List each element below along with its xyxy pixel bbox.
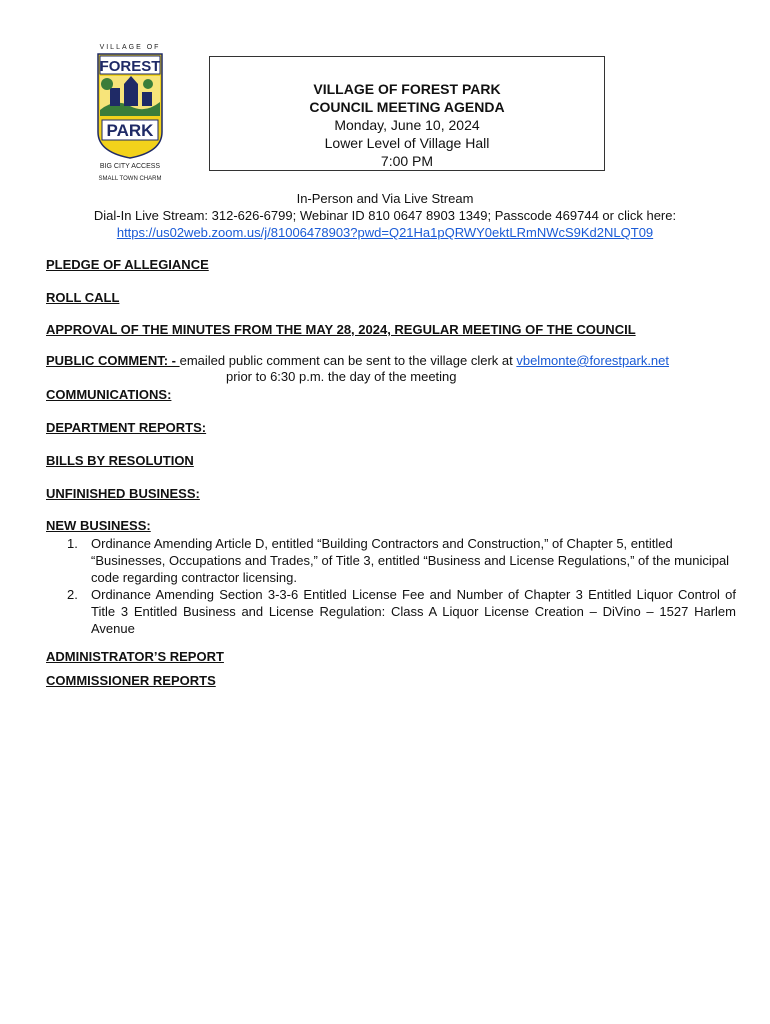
svg-text:BIG CITY ACCESS: BIG CITY ACCESS [99,163,161,170]
communications-heading: COMMUNICATIONS: [46,387,172,402]
approval-heading: APPROVAL OF THE MINUTES FROM THE MAY 28, 2024, REGULAR MEETING OF THE COUNCIL [46,322,636,337]
clerk-email-link[interactable]: vbelmonte@forestpark.net [516,353,670,368]
agenda-title: COUNCIL MEETING AGENDA [309,99,505,115]
public-comment-section [46,353,736,385]
dial-in-info: Dial-In Live Stream: 312-626-6799; Webinar ID 810 0647 8903 1349; Passcode 469744 or click here: [93,208,677,223]
new-business-heading: NEW BUSINESS: [46,518,151,533]
bills-heading: BILLS BY RESOLUTION [46,453,194,468]
village-name: VILLAGE OF FOREST PARK [313,81,501,97]
department-reports-heading: DEPARTMENT REPORTS: [46,420,207,435]
meeting-location: Lower Level of Village Hall [324,135,490,151]
public-comment-heading: PUBLIC COMMENT: - [46,353,180,368]
pledge-heading: PLEDGE OF ALLEGIANCE [46,257,209,272]
svg-text:SMALL TOWN CHARM: SMALL TOWN CHARM [98,176,162,182]
item-text: Ordinance Amending Section 3-3-6 Entitled License Fee and Number of Chapter 3 Entitled Liquor Control of Title 3 Entitled Business and License Regulation: Class A Liquor License Creation – DiVino – 1527 Harlem Avenue [91,587,736,636]
attendance-mode: In-Person and Via Live Stream [296,191,474,206]
list-item [46,586,736,637]
new-business-list [46,535,736,637]
livestream-info [40,190,730,241]
meeting-date: Monday, June 10, 2024 [334,117,480,133]
administrator-report-heading: ADMINISTRATOR’S REPORT [46,649,224,664]
commissioner-reports-heading: COMMISSIONER REPORTS [46,673,216,688]
item-text: Ordinance Amending Article D, entitled “Building Contractors and Construction,” of Chapter 5, entitled “Businesses, Occupations and Trades,” of Title 3, entitled “Business and License Regulations,” of the municipal code regarding contractor licensing. [91,536,730,585]
public-comment-text: emailed public comment can be sent to the village clerk at [179,353,517,368]
svg-text:PARK: PARK [106,121,154,140]
agenda-title-box [209,56,605,171]
item-number: 1. [67,536,78,551]
roll-call-heading: ROLL CALL [46,290,120,305]
list-item [46,535,736,586]
zoom-link[interactable]: https://us02web.zoom.us/j/81006478903?pwd=Q21Ha1pQRWY0ektLRmNWcS9Kd2NLQT09 [116,225,654,240]
unfinished-business-heading: UNFINISHED BUSINESS: [46,486,200,501]
item-number: 2. [67,587,78,602]
forest-park-seal-icon [80,40,180,185]
svg-text:FOREST: FOREST [99,58,161,75]
forest-park-logo [80,40,180,185]
public-comment-deadline: prior to 6:30 p.m. the day of the meeting [226,369,457,384]
meeting-time: 7:00 PM [380,153,434,169]
svg-text:VILLAGE OF: VILLAGE OF [99,44,161,51]
